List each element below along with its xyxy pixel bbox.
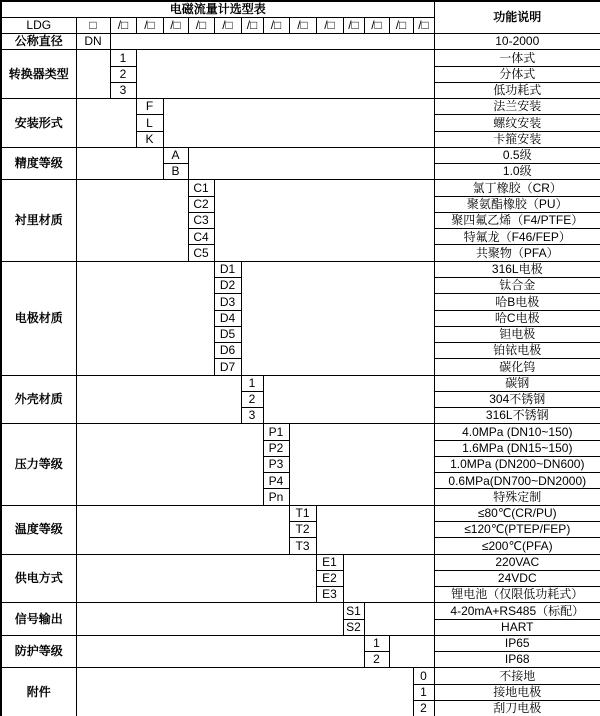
model-slot-box: /□ [316,17,343,33]
spacer-cell [76,424,263,505]
code-cell: 2 [110,66,136,82]
category-label: 信号输出 [1,603,76,636]
code-cell: 1 [413,684,434,700]
code-cell: E2 [316,570,343,586]
spacer-cell [76,668,413,716]
spacer-cell [136,50,434,99]
code-cell: C3 [188,212,214,228]
category-label: 温度等级 [1,505,76,554]
desc-cell: 316L电极 [434,261,600,277]
code-cell: C4 [188,229,214,245]
desc-cell: ≤80℃(CR/PU) [434,505,600,521]
model-slot-box: /□ [343,17,364,33]
code-cell: 1 [364,635,389,651]
category-label: 衬里材质 [1,180,76,261]
category-label: 精度等级 [1,147,76,180]
code-cell: K [136,131,163,147]
model-slot-box: /□ [214,17,241,33]
desc-cell: 一体式 [434,50,600,66]
desc-cell: 24VDC [434,570,600,586]
model-slot-box: /□ [289,17,316,33]
model-slot-box: /□ [136,17,163,33]
desc-cell: 1.6MPa (DN15~150) [434,440,600,456]
spacer-cell [76,99,136,148]
spacer-cell [188,147,434,180]
desc-cell: ≤200℃(PFA) [434,538,600,554]
code-cell: C1 [188,180,214,196]
code-cell: P3 [263,456,289,472]
desc-cell: 接地电极 [434,684,600,700]
model-slot-box: /□ [413,17,434,33]
category-label-diameter: 公称直径 [1,34,76,50]
code-cell: E3 [316,587,343,603]
code-cell: C2 [188,196,214,212]
category-label: 防护等级 [1,635,76,668]
spacer-cell [241,261,434,375]
function-column-header: 功能说明 [434,1,600,34]
model-slot-box: /□ [364,17,389,33]
desc-cell: 聚四氟乙烯（F4/PTFE） [434,212,600,228]
spacer-cell [289,424,434,505]
model-first-code-box: □ [76,17,110,33]
category-label: 附件 [1,668,76,716]
desc-cell: 聚氨酯橡胶（PU） [434,196,600,212]
code-cell: 2 [241,391,263,407]
desc-cell: 氯丁橡胶（CR） [434,180,600,196]
category-label: 转换器类型 [1,50,76,99]
desc-cell: 碳钢 [434,375,600,391]
spacer-cell [214,180,434,261]
code-cell: A [163,147,188,163]
code-cell: 2 [413,700,434,716]
category-label: 电极材质 [1,261,76,375]
code-cell: 3 [241,408,263,424]
desc-cell: ≤120℃(PTEP/FEP) [434,522,600,538]
spacer-cell [76,505,289,554]
model-slot-box: /□ [163,17,188,33]
code-cell: E1 [316,554,343,570]
model-slot-box: /□ [263,17,289,33]
code-cell: D2 [214,278,241,294]
code-cell: F [136,99,163,115]
desc-cell: 0.5级 [434,147,600,163]
desc-cell: 共聚物（PFA） [434,245,600,261]
desc-cell: 哈B电极 [434,294,600,310]
desc-cell: 卡箍安装 [434,131,600,147]
code-cell: C5 [188,245,214,261]
desc-cell: 哈C电极 [434,310,600,326]
spacer-cell [76,635,364,668]
desc-cell: IP68 [434,652,600,668]
desc-cell: 1.0MPa (DN200~DN600) [434,456,600,472]
model-prefix-label: LDG [1,17,76,33]
desc-cell: 4.0MPa (DN10~150) [434,424,600,440]
code-cell: D5 [214,326,241,342]
desc-cell: 分体式 [434,66,600,82]
desc-cell: 锂电池（仅限低功耗式） [434,587,600,603]
category-label: 外壳材质 [1,375,76,424]
spacer-cell [343,554,434,603]
spacer-cell [76,554,316,603]
code-cell: 3 [110,82,136,98]
category-label: 供电方式 [1,554,76,603]
model-slot-box: /□ [241,17,263,33]
code-cell: P1 [263,424,289,440]
category-label: 压力等级 [1,424,76,505]
desc-cell: 304不锈钢 [434,391,600,407]
desc-cell: 316L不锈钢 [434,408,600,424]
desc-cell: 刮刀电极 [434,700,600,716]
desc-cell: 0.6MPa(DN700~DN2000) [434,473,600,489]
desc-cell: 1.0级 [434,164,600,180]
desc-cell: 铂铱电极 [434,343,600,359]
code-cell-dn: DN [76,34,110,50]
desc-cell: 特氟龙（F46/FEP） [434,229,600,245]
desc-cell: 钛合金 [434,278,600,294]
spacer-cell [76,261,214,375]
desc-cell-diameter: 10-2000 [434,34,600,50]
spacer-cell [76,603,343,636]
model-slot-box: /□ [389,17,413,33]
desc-cell: 特殊定制 [434,489,600,505]
page-title: 电磁流量计选型表 [1,1,434,17]
desc-cell: HART [434,619,600,635]
spacer-cell [110,34,434,50]
code-cell: 1 [241,375,263,391]
code-cell: Pn [263,489,289,505]
code-cell: T2 [289,522,316,538]
model-slot-box: /□ [110,17,136,33]
desc-cell: 螺纹安装 [434,115,600,131]
code-cell: D3 [214,294,241,310]
code-cell: S1 [343,603,364,619]
category-label: 安装形式 [1,99,76,148]
spacer-cell [364,603,434,636]
code-cell: L [136,115,163,131]
desc-cell: 钽电极 [434,326,600,342]
spacer-cell [316,505,434,554]
code-cell: D1 [214,261,241,277]
code-cell: B [163,164,188,180]
model-slot-box: /□ [188,17,214,33]
desc-cell: 不接地 [434,668,600,684]
desc-cell: 220VAC [434,554,600,570]
code-cell: 1 [110,50,136,66]
code-cell: 2 [364,652,389,668]
spacer-cell [389,635,434,668]
desc-cell: IP65 [434,635,600,651]
spacer-cell [263,375,434,424]
spacer-cell [76,50,110,99]
code-cell: D7 [214,359,241,375]
desc-cell: 低功耗式 [434,82,600,98]
spacer-cell [76,147,163,180]
desc-cell: 法兰安装 [434,99,600,115]
code-cell: T1 [289,505,316,521]
code-cell: D4 [214,310,241,326]
code-cell: S2 [343,619,364,635]
code-cell: 0 [413,668,434,684]
code-cell: T3 [289,538,316,554]
desc-cell: 4-20mA+RS485（标配） [434,603,600,619]
spacer-cell [76,180,188,261]
code-cell: P2 [263,440,289,456]
spacer-cell [76,375,241,424]
spacer-cell [163,99,434,148]
desc-cell: 碳化钨 [434,359,600,375]
code-cell: P4 [263,473,289,489]
code-cell: D6 [214,343,241,359]
